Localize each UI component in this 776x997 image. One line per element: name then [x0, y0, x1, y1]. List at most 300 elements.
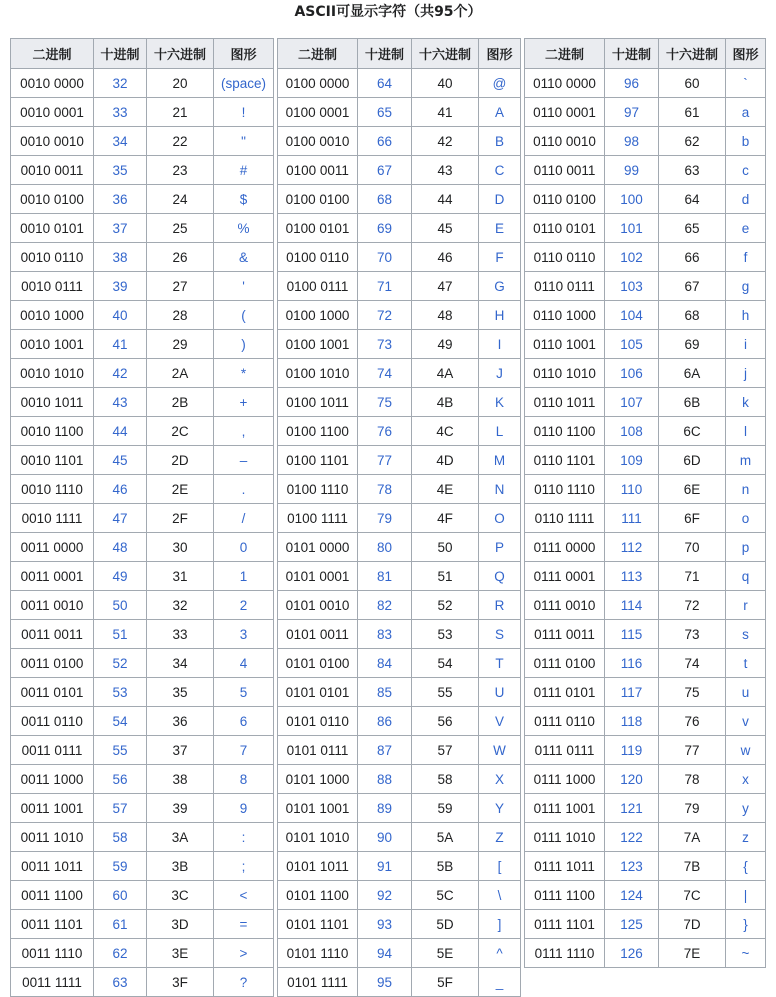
- glyph-cell[interactable]: *: [214, 359, 274, 388]
- binary-cell: 0111 0001: [525, 562, 605, 591]
- glyph-cell[interactable]: a: [726, 98, 766, 127]
- glyph-cell[interactable]: A: [479, 98, 521, 127]
- hex-cell: 42: [412, 127, 479, 156]
- decimal-cell[interactable]: 96: [605, 69, 659, 98]
- hex-cell: 23: [147, 156, 214, 185]
- decimal-cell[interactable]: 47: [94, 504, 147, 533]
- glyph-cell[interactable]: >: [214, 939, 274, 968]
- glyph-cell[interactable]: –: [214, 446, 274, 475]
- glyph-cell[interactable]: s: [726, 620, 766, 649]
- table-row: [278, 910, 521, 939]
- binary-cell: 0010 1110: [11, 475, 94, 504]
- decimal-cell[interactable]: 67: [358, 156, 412, 185]
- binary-cell: 0101 0110: [278, 707, 358, 736]
- decimal-cell[interactable]: 84: [358, 649, 412, 678]
- binary-cell: 0010 1010: [11, 359, 94, 388]
- hex-cell: 20: [147, 69, 214, 98]
- hex-cell: 51: [412, 562, 479, 591]
- decimal-cell[interactable]: 53: [94, 678, 147, 707]
- glyph-cell[interactable]: X: [479, 765, 521, 794]
- decimal-cell[interactable]: 48: [94, 533, 147, 562]
- decimal-cell[interactable]: 90: [358, 823, 412, 852]
- glyph-cell[interactable]: Q: [479, 562, 521, 591]
- decimal-cell[interactable]: 44: [94, 417, 147, 446]
- binary-cell: 0111 0111: [525, 736, 605, 765]
- decimal-cell[interactable]: 106: [605, 359, 659, 388]
- binary-cell: 0111 1010: [525, 823, 605, 852]
- decimal-cell[interactable]: 33: [94, 98, 147, 127]
- glyph-cell[interactable]: (space): [214, 69, 274, 98]
- glyph-cell[interactable]: 3: [214, 620, 274, 649]
- hex-cell: 5A: [412, 823, 479, 852]
- glyph-cell[interactable]: k: [726, 388, 766, 417]
- table-row: [278, 69, 521, 98]
- decimal-cell[interactable]: 66: [358, 127, 412, 156]
- binary-cell: 0011 0110: [11, 707, 94, 736]
- decimal-cell[interactable]: 108: [605, 417, 659, 446]
- decimal-cell[interactable]: 50: [94, 591, 147, 620]
- table-row: [11, 243, 274, 272]
- binary-cell: 0110 0000: [525, 69, 605, 98]
- decimal-cell[interactable]: 101: [605, 214, 659, 243]
- glyph-cell[interactable]: w: [726, 736, 766, 765]
- glyph-cell[interactable]: o: [726, 504, 766, 533]
- glyph-cell[interactable]: |: [726, 881, 766, 910]
- decimal-cell[interactable]: 100: [605, 185, 659, 214]
- hex-cell: 38: [147, 765, 214, 794]
- glyph-cell[interactable]: ): [214, 330, 274, 359]
- decimal-cell[interactable]: 98: [605, 127, 659, 156]
- glyph-cell[interactable]: E: [479, 214, 521, 243]
- table-row: [525, 69, 766, 98]
- glyph-cell[interactable]: B: [479, 127, 521, 156]
- glyph-cell[interactable]: I: [479, 330, 521, 359]
- binary-cell: 0101 1011: [278, 852, 358, 881]
- header-decimal: 十进制: [94, 39, 147, 69]
- binary-cell: 0010 0001: [11, 98, 94, 127]
- decimal-cell[interactable]: 62: [94, 939, 147, 968]
- binary-cell: 0101 0101: [278, 678, 358, 707]
- glyph-cell[interactable]: S: [479, 620, 521, 649]
- glyph-cell[interactable]: ': [214, 272, 274, 301]
- glyph-cell[interactable]: h: [726, 301, 766, 330]
- decimal-cell[interactable]: 118: [605, 707, 659, 736]
- binary-cell: 0110 1101: [525, 446, 605, 475]
- decimal-cell[interactable]: 109: [605, 446, 659, 475]
- glyph-cell[interactable]: 2: [214, 591, 274, 620]
- glyph-cell[interactable]: 7: [214, 736, 274, 765]
- glyph-cell[interactable]: 9: [214, 794, 274, 823]
- hex-cell: 7C: [659, 881, 726, 910]
- table-row: [11, 214, 274, 243]
- glyph-cell[interactable]: &: [214, 243, 274, 272]
- table-row: [11, 968, 274, 997]
- glyph-cell[interactable]: 0: [214, 533, 274, 562]
- glyph-cell[interactable]: _: [479, 968, 521, 997]
- decimal-cell[interactable]: 124: [605, 881, 659, 910]
- decimal-cell[interactable]: 41: [94, 330, 147, 359]
- glyph-cell[interactable]: y: [726, 794, 766, 823]
- decimal-cell[interactable]: 79: [358, 504, 412, 533]
- glyph-cell[interactable]: x: [726, 765, 766, 794]
- glyph-cell[interactable]: U: [479, 678, 521, 707]
- hex-cell: 40: [412, 69, 479, 98]
- glyph-cell[interactable]: t: [726, 649, 766, 678]
- decimal-cell[interactable]: 91: [358, 852, 412, 881]
- table-row: [278, 591, 521, 620]
- hex-cell: 57: [412, 736, 479, 765]
- decimal-cell[interactable]: 65: [358, 98, 412, 127]
- glyph-cell[interactable]: R: [479, 591, 521, 620]
- hex-cell: 50: [412, 533, 479, 562]
- decimal-cell[interactable]: 56: [94, 765, 147, 794]
- decimal-cell[interactable]: 37: [94, 214, 147, 243]
- binary-cell: 0011 0111: [11, 736, 94, 765]
- hex-cell: 30: [147, 533, 214, 562]
- hex-cell: 78: [659, 765, 726, 794]
- decimal-cell[interactable]: 51: [94, 620, 147, 649]
- decimal-cell[interactable]: 99: [605, 156, 659, 185]
- decimal-cell[interactable]: 120: [605, 765, 659, 794]
- glyph-cell[interactable]: l: [726, 417, 766, 446]
- decimal-cell[interactable]: 75: [358, 388, 412, 417]
- glyph-cell[interactable]: c: [726, 156, 766, 185]
- hex-cell: 68: [659, 301, 726, 330]
- hex-cell: 3F: [147, 968, 214, 997]
- decimal-cell[interactable]: 39: [94, 272, 147, 301]
- decimal-cell[interactable]: 61: [94, 910, 147, 939]
- glyph-cell[interactable]: z: [726, 823, 766, 852]
- glyph-cell[interactable]: 8: [214, 765, 274, 794]
- decimal-cell[interactable]: 83: [358, 620, 412, 649]
- hex-cell: 2D: [147, 446, 214, 475]
- binary-cell: 0011 1000: [11, 765, 94, 794]
- decimal-cell[interactable]: 52: [94, 649, 147, 678]
- glyph-cell[interactable]: 4: [214, 649, 274, 678]
- glyph-cell[interactable]: u: [726, 678, 766, 707]
- glyph-cell[interactable]: N: [479, 475, 521, 504]
- glyph-cell[interactable]: O: [479, 504, 521, 533]
- decimal-cell[interactable]: 49: [94, 562, 147, 591]
- binary-cell: 0101 0000: [278, 533, 358, 562]
- decimal-cell[interactable]: 74: [358, 359, 412, 388]
- table-row: [11, 533, 274, 562]
- binary-cell: 0110 0100: [525, 185, 605, 214]
- table-row: [525, 446, 766, 475]
- decimal-cell[interactable]: 42: [94, 359, 147, 388]
- decimal-cell[interactable]: 76: [358, 417, 412, 446]
- glyph-cell[interactable]: T: [479, 649, 521, 678]
- decimal-cell[interactable]: 116: [605, 649, 659, 678]
- decimal-cell[interactable]: 68: [358, 185, 412, 214]
- decimal-cell[interactable]: 113: [605, 562, 659, 591]
- glyph-cell[interactable]: V: [479, 707, 521, 736]
- binary-cell: 0011 0100: [11, 649, 94, 678]
- glyph-cell[interactable]: q: [726, 562, 766, 591]
- decimal-cell[interactable]: 105: [605, 330, 659, 359]
- decimal-cell[interactable]: 93: [358, 910, 412, 939]
- glyph-cell[interactable]: #: [214, 156, 274, 185]
- glyph-cell[interactable]: Y: [479, 794, 521, 823]
- header-decimal: 十进制: [605, 39, 659, 69]
- glyph-cell[interactable]: L: [479, 417, 521, 446]
- glyph-cell[interactable]: n: [726, 475, 766, 504]
- header-hex: 十六进制: [659, 39, 726, 69]
- hex-cell: 43: [412, 156, 479, 185]
- binary-cell: 0010 0000: [11, 69, 94, 98]
- hex-cell: 67: [659, 272, 726, 301]
- decimal-cell[interactable]: 126: [605, 939, 659, 968]
- hex-cell: 27: [147, 272, 214, 301]
- glyph-cell[interactable]: d: [726, 185, 766, 214]
- decimal-cell[interactable]: 117: [605, 678, 659, 707]
- hex-cell: 53: [412, 620, 479, 649]
- hex-cell: 22: [147, 127, 214, 156]
- glyph-cell[interactable]: ]: [479, 910, 521, 939]
- hex-cell: 59: [412, 794, 479, 823]
- table-row: [11, 504, 274, 533]
- binary-cell: 0101 0001: [278, 562, 358, 591]
- glyph-cell[interactable]: i: [726, 330, 766, 359]
- decimal-cell[interactable]: 55: [94, 736, 147, 765]
- decimal-cell[interactable]: 69: [358, 214, 412, 243]
- decimal-cell[interactable]: 32: [94, 69, 147, 98]
- binary-cell: 0010 0101: [11, 214, 94, 243]
- decimal-cell[interactable]: 114: [605, 591, 659, 620]
- table-row: [11, 69, 274, 98]
- binary-cell: 0010 0010: [11, 127, 94, 156]
- decimal-cell[interactable]: 119: [605, 736, 659, 765]
- decimal-cell[interactable]: 46: [94, 475, 147, 504]
- decimal-cell[interactable]: 40: [94, 301, 147, 330]
- glyph-cell[interactable]: [: [479, 852, 521, 881]
- table-row: [278, 707, 521, 736]
- glyph-cell[interactable]: f: [726, 243, 766, 272]
- hex-cell: 72: [659, 591, 726, 620]
- hex-cell: 69: [659, 330, 726, 359]
- header-glyph: 图形: [726, 39, 766, 69]
- glyph-cell[interactable]: (: [214, 301, 274, 330]
- glyph-cell[interactable]: p: [726, 533, 766, 562]
- hex-cell: 4B: [412, 388, 479, 417]
- binary-cell: 0111 0000: [525, 533, 605, 562]
- hex-cell: 6C: [659, 417, 726, 446]
- decimal-cell[interactable]: 88: [358, 765, 412, 794]
- decimal-cell[interactable]: 45: [94, 446, 147, 475]
- decimal-cell[interactable]: 63: [94, 968, 147, 997]
- hex-cell: 2F: [147, 504, 214, 533]
- decimal-cell[interactable]: 122: [605, 823, 659, 852]
- binary-cell: 0011 1111: [11, 968, 94, 997]
- table-row: [525, 736, 766, 765]
- glyph-cell[interactable]: 5: [214, 678, 274, 707]
- hex-cell: 31: [147, 562, 214, 591]
- decimal-cell[interactable]: 38: [94, 243, 147, 272]
- binary-cell: 0111 1011: [525, 852, 605, 881]
- binary-cell: 0111 0011: [525, 620, 605, 649]
- binary-cell: 0110 1111: [525, 504, 605, 533]
- decimal-cell[interactable]: 87: [358, 736, 412, 765]
- binary-cell: 0111 0100: [525, 649, 605, 678]
- hex-cell: 5B: [412, 852, 479, 881]
- glyph-cell[interactable]: .: [214, 475, 274, 504]
- glyph-cell[interactable]: P: [479, 533, 521, 562]
- decimal-cell[interactable]: 94: [358, 939, 412, 968]
- glyph-cell[interactable]: @: [479, 69, 521, 98]
- decimal-cell[interactable]: 58: [94, 823, 147, 852]
- decimal-cell[interactable]: 86: [358, 707, 412, 736]
- table-row: [278, 562, 521, 591]
- glyph-cell[interactable]: g: [726, 272, 766, 301]
- glyph-cell[interactable]: {: [726, 852, 766, 881]
- decimal-cell[interactable]: 80: [358, 533, 412, 562]
- decimal-cell[interactable]: 64: [358, 69, 412, 98]
- table-row: [278, 446, 521, 475]
- binary-cell: 0111 1101: [525, 910, 605, 939]
- glyph-cell[interactable]: D: [479, 185, 521, 214]
- table-row: [525, 765, 766, 794]
- decimal-cell[interactable]: 72: [358, 301, 412, 330]
- decimal-cell[interactable]: 97: [605, 98, 659, 127]
- table-row: [525, 185, 766, 214]
- glyph-cell[interactable]: `: [726, 69, 766, 98]
- decimal-cell[interactable]: 92: [358, 881, 412, 910]
- glyph-cell[interactable]: <: [214, 881, 274, 910]
- ascii-table-1: [10, 38, 274, 997]
- hex-cell: 3C: [147, 881, 214, 910]
- glyph-cell[interactable]: Z: [479, 823, 521, 852]
- glyph-cell[interactable]: +: [214, 388, 274, 417]
- hex-cell: 70: [659, 533, 726, 562]
- decimal-cell[interactable]: 95: [358, 968, 412, 997]
- glyph-cell[interactable]: C: [479, 156, 521, 185]
- glyph-cell[interactable]: ,: [214, 417, 274, 446]
- decimal-cell[interactable]: 103: [605, 272, 659, 301]
- binary-cell: 0110 0001: [525, 98, 605, 127]
- binary-cell: 0010 0011: [11, 156, 94, 185]
- glyph-cell[interactable]: :: [214, 823, 274, 852]
- table-row: [278, 620, 521, 649]
- binary-cell: 0010 1100: [11, 417, 94, 446]
- table-row: [278, 968, 521, 997]
- decimal-cell[interactable]: 110: [605, 475, 659, 504]
- decimal-cell[interactable]: 36: [94, 185, 147, 214]
- decimal-cell[interactable]: 35: [94, 156, 147, 185]
- decimal-cell[interactable]: 54: [94, 707, 147, 736]
- decimal-cell[interactable]: 123: [605, 852, 659, 881]
- table-row: [278, 504, 521, 533]
- decimal-cell[interactable]: 82: [358, 591, 412, 620]
- decimal-cell[interactable]: 102: [605, 243, 659, 272]
- glyph-cell[interactable]: 6: [214, 707, 274, 736]
- glyph-cell[interactable]: F: [479, 243, 521, 272]
- hex-cell: 4D: [412, 446, 479, 475]
- table-row: [11, 475, 274, 504]
- hex-cell: 2E: [147, 475, 214, 504]
- decimal-cell[interactable]: 85: [358, 678, 412, 707]
- table-row: [278, 417, 521, 446]
- glyph-cell[interactable]: %: [214, 214, 274, 243]
- table-row: [11, 620, 274, 649]
- table-row: [525, 707, 766, 736]
- binary-cell: 0111 1001: [525, 794, 605, 823]
- decimal-cell[interactable]: 121: [605, 794, 659, 823]
- table-row: [278, 243, 521, 272]
- decimal-cell[interactable]: 73: [358, 330, 412, 359]
- glyph-cell[interactable]: J: [479, 359, 521, 388]
- binary-cell: 0101 0011: [278, 620, 358, 649]
- hex-cell: 4C: [412, 417, 479, 446]
- glyph-cell[interactable]: W: [479, 736, 521, 765]
- glyph-cell[interactable]: ?: [214, 968, 274, 997]
- glyph-cell[interactable]: /: [214, 504, 274, 533]
- decimal-cell[interactable]: 104: [605, 301, 659, 330]
- hex-cell: 55: [412, 678, 479, 707]
- glyph-cell[interactable]: ^: [479, 939, 521, 968]
- glyph-cell[interactable]: ~: [726, 939, 766, 968]
- decimal-cell[interactable]: 59: [94, 852, 147, 881]
- decimal-cell[interactable]: 89: [358, 794, 412, 823]
- glyph-cell[interactable]: ;: [214, 852, 274, 881]
- header-row: [11, 39, 274, 69]
- decimal-cell[interactable]: 125: [605, 910, 659, 939]
- glyph-cell[interactable]: G: [479, 272, 521, 301]
- glyph-cell[interactable]: =: [214, 910, 274, 939]
- decimal-cell[interactable]: 107: [605, 388, 659, 417]
- glyph-cell[interactable]: }: [726, 910, 766, 939]
- decimal-cell[interactable]: 70: [358, 243, 412, 272]
- table-row: [278, 765, 521, 794]
- glyph-cell[interactable]: H: [479, 301, 521, 330]
- decimal-cell[interactable]: 115: [605, 620, 659, 649]
- decimal-cell[interactable]: 77: [358, 446, 412, 475]
- binary-cell: 0011 1100: [11, 881, 94, 910]
- decimal-cell[interactable]: 43: [94, 388, 147, 417]
- decimal-cell[interactable]: 81: [358, 562, 412, 591]
- decimal-cell[interactable]: 112: [605, 533, 659, 562]
- glyph-cell[interactable]: 1: [214, 562, 274, 591]
- glyph-cell[interactable]: m: [726, 446, 766, 475]
- decimal-cell[interactable]: 78: [358, 475, 412, 504]
- table-row: [525, 852, 766, 881]
- glyph-cell[interactable]: \: [479, 881, 521, 910]
- hex-cell: 46: [412, 243, 479, 272]
- glyph-cell[interactable]: $: [214, 185, 274, 214]
- glyph-cell[interactable]: v: [726, 707, 766, 736]
- decimal-cell[interactable]: 71: [358, 272, 412, 301]
- glyph-cell[interactable]: M: [479, 446, 521, 475]
- table-row: [525, 388, 766, 417]
- decimal-cell[interactable]: 60: [94, 881, 147, 910]
- glyph-cell[interactable]: ": [214, 127, 274, 156]
- decimal-cell[interactable]: 111: [605, 504, 659, 533]
- decimal-cell[interactable]: 34: [94, 127, 147, 156]
- glyph-cell[interactable]: K: [479, 388, 521, 417]
- table-row: [525, 301, 766, 330]
- table-row: [11, 910, 274, 939]
- binary-cell: 0011 0011: [11, 620, 94, 649]
- glyph-cell[interactable]: j: [726, 359, 766, 388]
- table-row: [278, 272, 521, 301]
- decimal-cell[interactable]: 57: [94, 794, 147, 823]
- table-row: [525, 98, 766, 127]
- table-row: [11, 185, 274, 214]
- binary-cell: 0100 1011: [278, 388, 358, 417]
- glyph-cell[interactable]: e: [726, 214, 766, 243]
- glyph-cell[interactable]: !: [214, 98, 274, 127]
- glyph-cell[interactable]: r: [726, 591, 766, 620]
- glyph-cell[interactable]: b: [726, 127, 766, 156]
